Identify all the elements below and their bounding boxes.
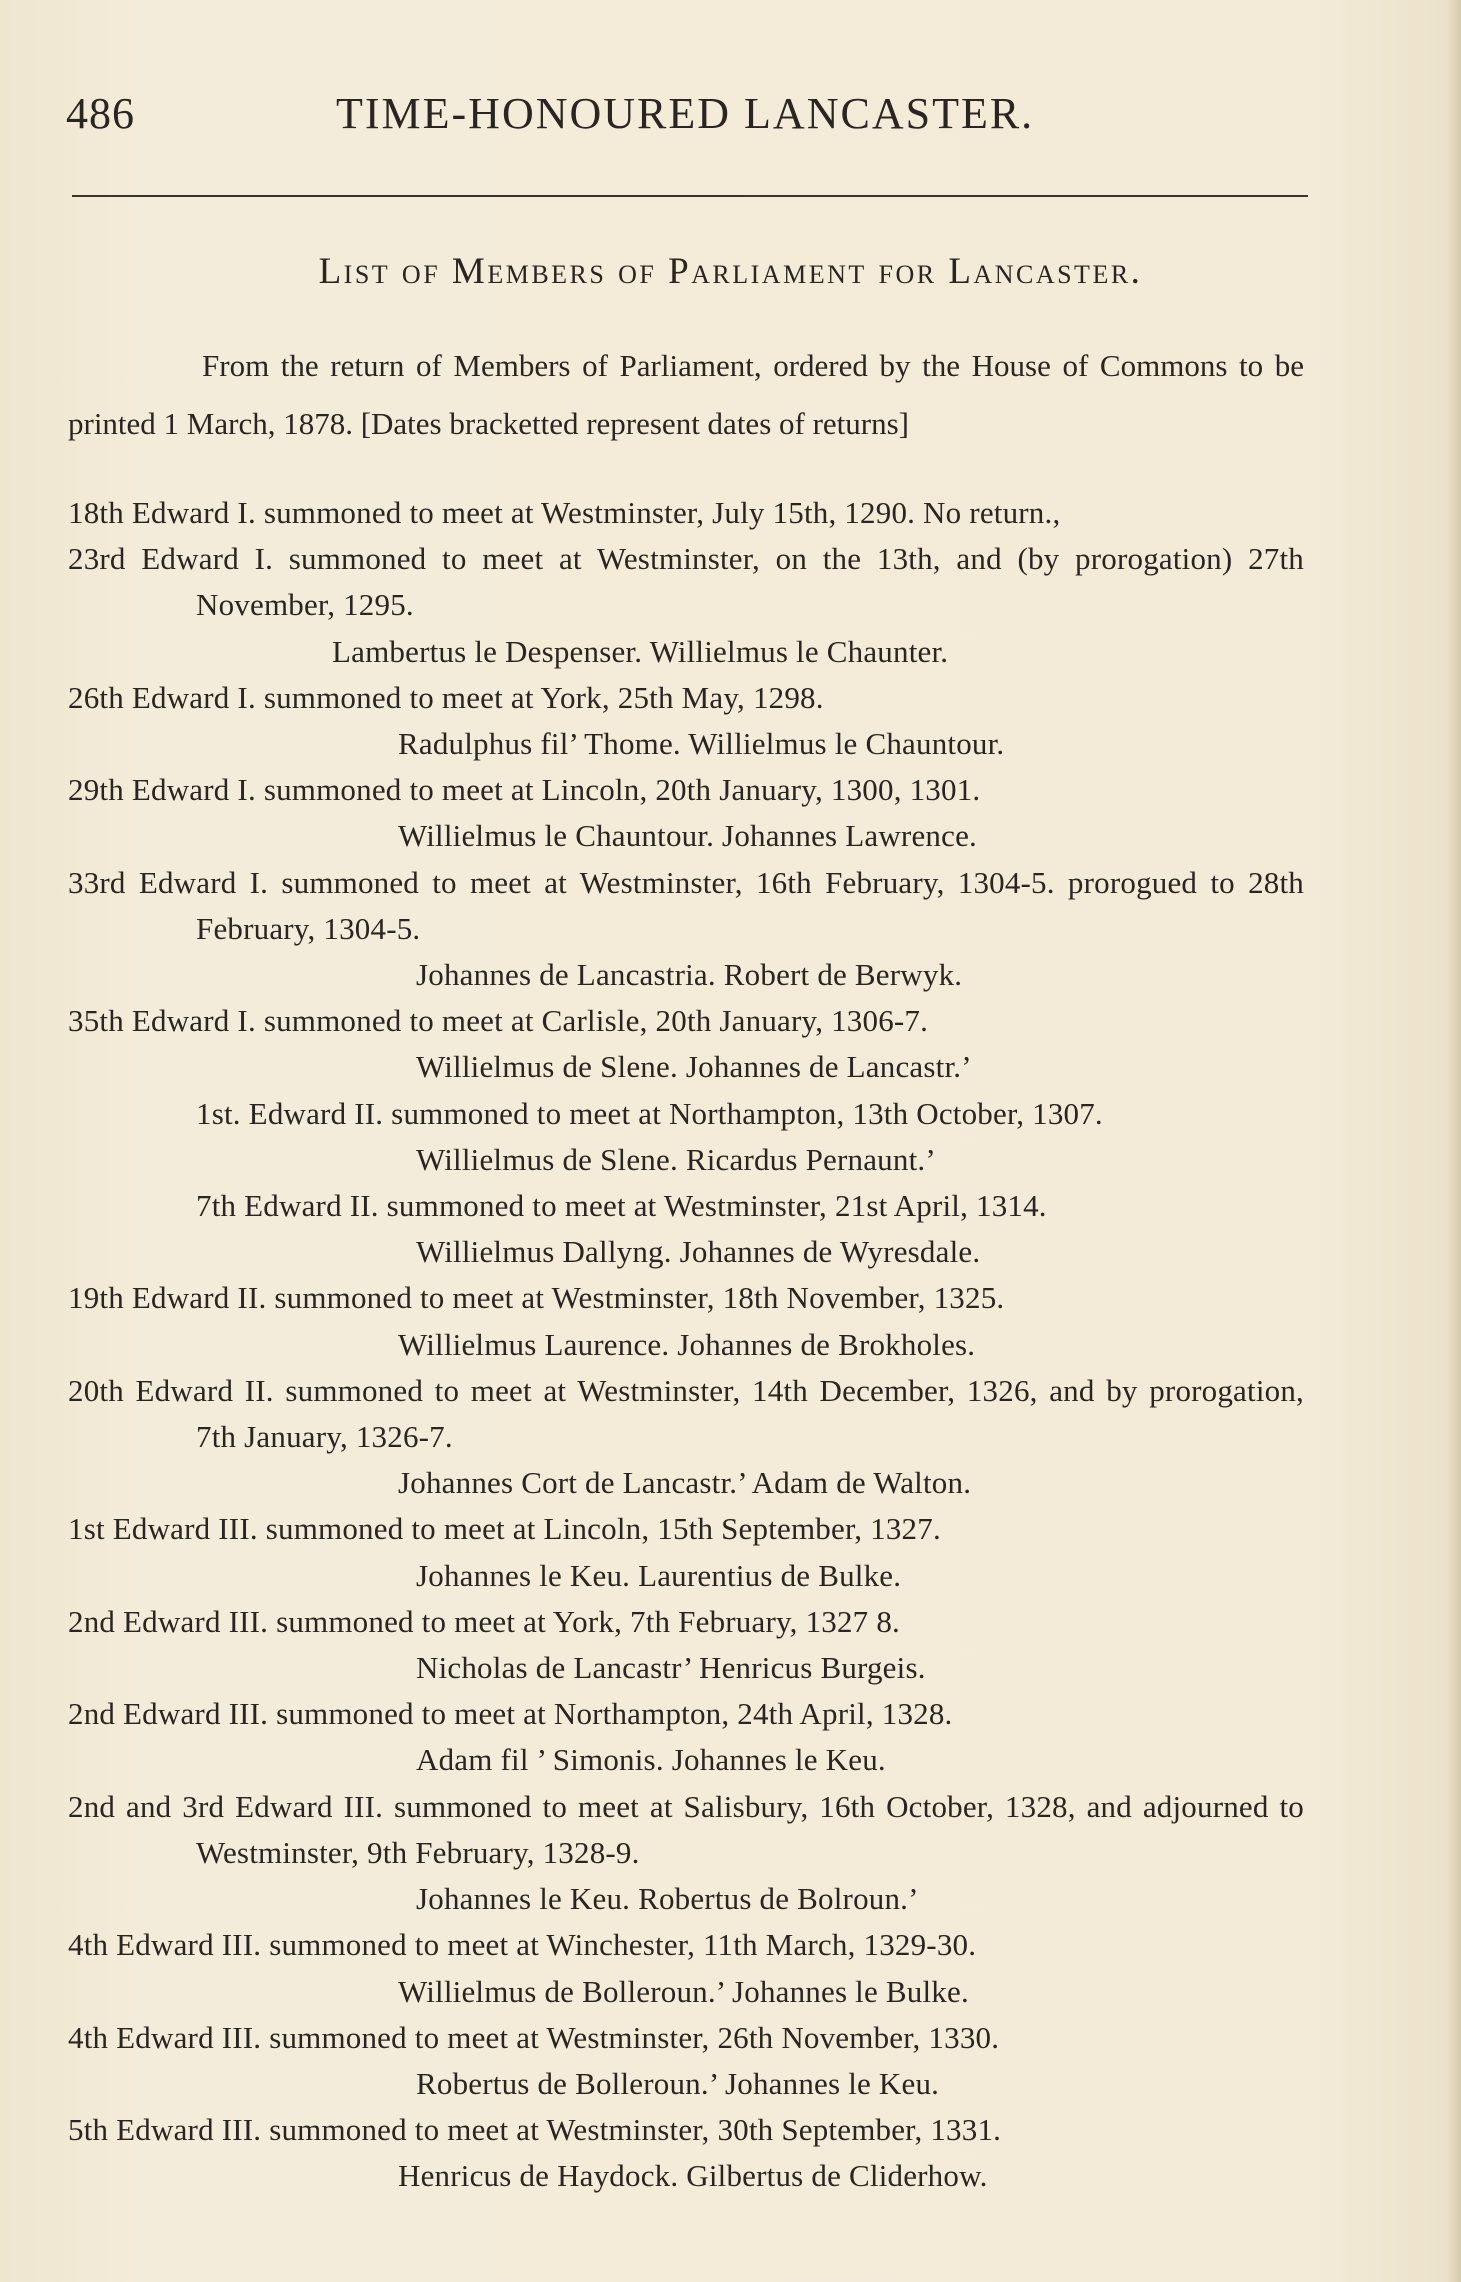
page-header [66,88,1326,148]
session-entry: 2nd and 3rd Edward III. summoned to meet at Salisbury, 16th October, 1328, and adjourned to Westminster, 9th February, 1328-9. [68,1788,1304,1870]
members-entry: Johannes Cort de Lancastr.’ Adam de Walton. [398,1465,972,1501]
members-entry: Johannes le Keu. Robertus de Bolroun.’ [416,1881,919,1917]
members-entry: Willielmus Dallyng. Johannes de Wyresdale. [416,1234,981,1270]
members-entry: Lambertus le Despenser. Willielmus le Chaunter. [332,633,949,669]
session-entry: 29th Edward I. summoned to meet at Lincoln, 20th January, 1300, 1301. [68,772,981,808]
session-entry: 20th Edward II. summoned to meet at Westminster, 14th December, 1326, and by prorogation, 7th January, 1326-7. [68,1372,1304,1455]
running-title: TIME-HONOURED LANCASTER. [336,89,1035,138]
members-entry: Johannes le Keu. Laurentius de Bulke. [416,1557,902,1593]
members-entry: Nicholas de Lancastr’ Henricus Burgeis. [416,1650,926,1686]
members-entry: Henricus de Haydock. Gilbertus de Cliderhow. [398,2158,988,2194]
members-entry: Willielmus de Slene. Ricardus Pernaunt.’ [416,1141,936,1177]
session-entry: 4th Edward III. summoned to meet at Winchester, 11th March, 1329-30. [68,1927,977,1963]
session-entry: 19th Edward II. summoned to meet at Westminster, 18th November, 1325. [68,1280,1005,1316]
session-entry: 26th Edward I. summoned to meet at York, 25th May, 1298. [68,679,824,715]
members-entry: Adam fil ’ Simonis. Johannes le Keu. [416,1742,886,1778]
session-entry: 4th Edward III. summoned to meet at Westminster, 26th November, 1330. [68,2019,1000,2055]
session-entry: 1st. Edward II. summoned to meet at Northampton, 13th October, 1307. [196,1095,1103,1131]
session-entry: 18th Edward I. summoned to meet at Westminster, July 15th, 1290. No return., [68,495,1061,530]
members-entry: Johannes de Lancastria. Robert de Berwyk. [416,957,963,993]
members-entry: Willielmus le Chauntour. Johannes Lawrence. [398,818,977,854]
session-entry: 7th Edward II. summoned to meet at Westminster, 21st April, 1314. [196,1188,1047,1224]
header-rule [72,195,1308,197]
session-entry: 23rd Edward I. summoned to meet at Westminster, on the 13th, and (by prorogation) 27th November, 1295. [68,541,1304,623]
session-entry: 5th Edward III. summoned to meet at Westminster, 30th September, 1331. [68,2112,1002,2148]
members-entry: Willielmus de Bolleroun.’ Johannes le Bulke. [398,1973,969,2009]
members-entry: Willielmus Laurence. Johannes de Brokholes. [398,1326,976,1362]
session-entry: 1st Edward III. summoned to meet at Lincoln, 15th September, 1327. [68,1511,941,1547]
session-entry: 2nd Edward III. summoned to meet at York, 7th February, 1327 8. [68,1603,900,1639]
session-entry: 33rd Edward I. summoned to meet at Westminster, 16th February, 1304-5. prorogued to 28th February, 1304-5. [68,864,1304,946]
members-list [68,490,1304,2200]
members-entry: Willielmus de Slene. Johannes de Lancastr.’ [416,1049,972,1085]
page-edge-shadow [1447,0,1461,2282]
page-number: 486 [66,89,135,138]
session-entry: 35th Edward I. summoned to meet at Carlisle, 20th January, 1306-7. [68,1003,929,1039]
members-entry: Robertus de Bolleroun.’ Johannes le Keu. [416,2065,940,2101]
intro-paragraph: From the return of Members of Parliament, ordered by the House of Commons to be printed 1 March, 1878. [Dates bracketted represent dates of returns] [68,348,1304,441]
members-entry: Radulphus fil’ Thome. Willielmus le Chauntour. [398,726,1005,762]
section-heading: List of Members of Parliament for Lancaster. [318,251,1143,292]
session-entry: 2nd Edward III. summoned to meet at Northampton, 24th April, 1328. [68,1696,953,1732]
